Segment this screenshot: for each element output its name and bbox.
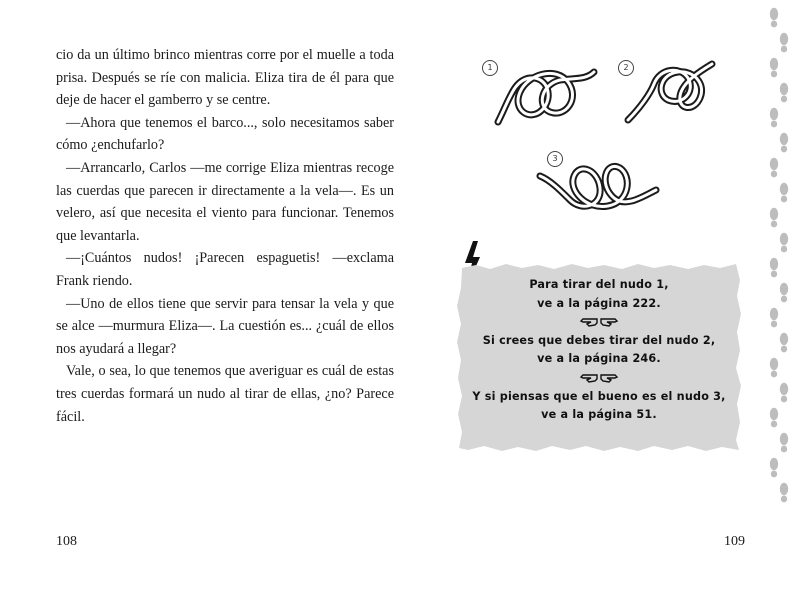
choice-3-line-1[interactable]: Y si piensas que el bueno es el nudo 3, <box>472 389 726 403</box>
knot-3-label: 3 <box>547 151 563 167</box>
footprint-sole <box>780 33 788 45</box>
paragraph-6: Vale, o sea, lo que tenemos que averiguar es cuál de estas tres cuerdas formará un nudo al tirar de ellas, ¿no? Parece fácil. <box>56 363 394 425</box>
choice-1-line-1[interactable]: Para tirar del nudo 1, <box>529 278 669 291</box>
choice-3-line-2[interactable]: ve a la página 51. <box>541 408 657 422</box>
choices-text <box>456 276 742 425</box>
knot-1-label: 1 <box>482 60 498 76</box>
paragraph-4: —¡Cuántos nudos! ¡Parecen espaguetis! —exclama Frank riendo. <box>56 250 394 289</box>
footprint-heel <box>771 421 777 428</box>
footprint-sole <box>780 283 788 295</box>
footprint-sole <box>770 408 778 420</box>
footprint-heel <box>781 446 787 453</box>
footprint-heel <box>781 346 787 353</box>
left-page-text <box>56 44 394 428</box>
footprint-sole <box>770 258 778 270</box>
footprint-sole <box>770 308 778 320</box>
paragraph-1: cio da un último brinco mientras corre por el muelle a toda prisa. Después se ríe con malicia. Eliza tira de él para que deje de hacer el gamberro y se centre. <box>56 47 394 109</box>
footprint-heel <box>781 46 787 53</box>
footprint-heel <box>771 371 777 378</box>
footprint-sole <box>780 333 788 345</box>
footprint-heel <box>771 471 777 478</box>
choice-2-line-2[interactable]: ve a la página 246. <box>537 352 661 366</box>
knot-2-label: 2 <box>618 60 634 76</box>
footprint-heel <box>781 296 787 303</box>
paragraph-2: —Ahora que tenemos el barco..., solo necesitamos saber cómo ¿enchufarlo? <box>56 114 394 154</box>
footprint-sole <box>780 83 788 95</box>
footprint-sole <box>780 383 788 395</box>
page-number-left: 108 <box>56 534 77 549</box>
footprint-sole <box>770 358 778 370</box>
footprint-heel <box>781 496 787 503</box>
footprint-heel <box>771 321 777 328</box>
footprint-heel <box>771 71 777 78</box>
paragraph-3: —Arrancarlo, Carlos —me corrige Eliza mientras recoge las cuerdas que parecen ir directamente a la vela—. Es un velero, así que necesita el viento para funcionar. Tenemos que levantarla. <box>56 159 394 244</box>
footprint-sole <box>770 158 778 170</box>
footprint-heel <box>781 96 787 103</box>
footprints-icon <box>760 0 800 520</box>
footprint-sole <box>770 8 778 20</box>
footprint-sole <box>780 433 788 445</box>
footprint-sole <box>770 108 778 120</box>
knot-1-icon <box>490 58 600 130</box>
choice-1-line-2[interactable]: ve a la página 222. <box>537 296 661 310</box>
footprint-heel <box>781 196 787 203</box>
footprint-heel <box>771 171 777 178</box>
footprint-sole <box>770 458 778 470</box>
footprint-heel <box>781 396 787 403</box>
footprint-heel <box>771 121 777 128</box>
pointing-hands-icon <box>456 369 742 388</box>
footprint-sole <box>780 133 788 145</box>
knot-2-icon <box>622 58 718 130</box>
footprint-heel <box>781 246 787 253</box>
footprint-sole <box>770 58 778 70</box>
footprint-heel <box>771 271 777 278</box>
choice-2-line-1[interactable]: Si crees que debes tirar del nudo 2, <box>482 333 716 347</box>
footprint-sole <box>770 208 778 220</box>
footprint-sole <box>780 183 788 195</box>
footprint-sole <box>780 483 788 495</box>
paragraph-5: —Uno de ellos tiene que servir para tensar la vela y que se alce —murmura Eliza—. La cuestión es... ¿cuál de ellos nos ayudará a llegar? <box>56 295 394 357</box>
pointing-hands-icon <box>456 313 742 332</box>
page-number-right: 109 <box>724 534 745 549</box>
footprint-heel <box>781 146 787 153</box>
footprint-sole <box>780 233 788 245</box>
choices-box <box>456 262 742 452</box>
footprint-heel <box>771 221 777 228</box>
knot-3-icon <box>536 150 660 216</box>
footprint-heel <box>771 21 777 28</box>
